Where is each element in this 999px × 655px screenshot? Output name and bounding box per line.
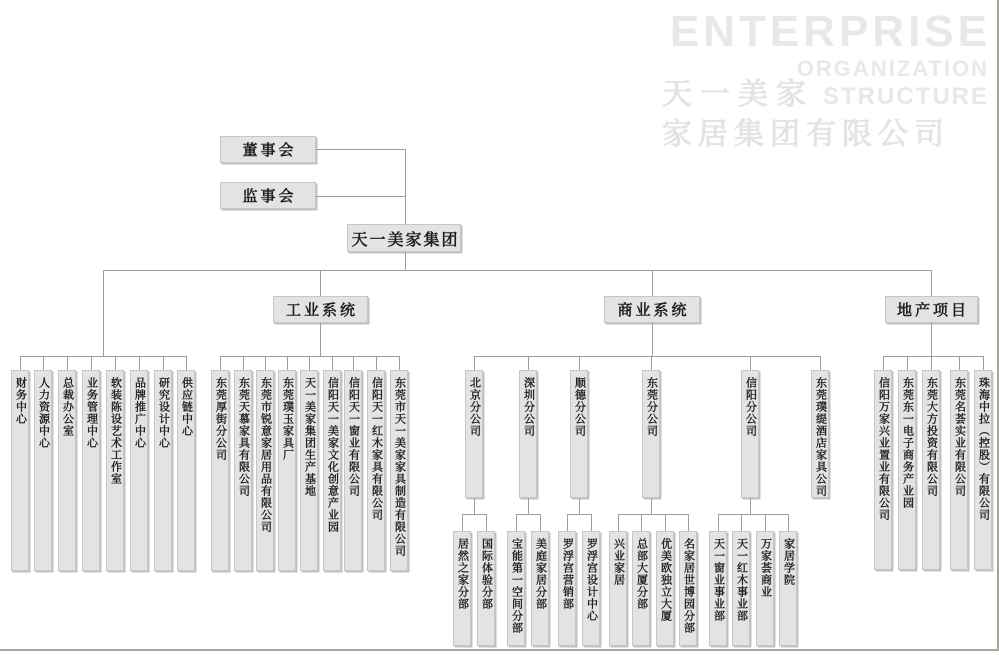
connector-line bbox=[139, 356, 140, 370]
connector-line bbox=[931, 323, 932, 356]
org-node bbox=[656, 531, 674, 646]
org-node bbox=[922, 370, 940, 570]
connector-line bbox=[316, 149, 406, 150]
org-node bbox=[130, 370, 148, 571]
connector-line bbox=[907, 356, 908, 370]
connector-line bbox=[516, 514, 541, 515]
org-node bbox=[811, 370, 829, 498]
org-node-label: 北京分公司 bbox=[468, 377, 481, 437]
connector-line bbox=[220, 356, 221, 370]
org-node bbox=[950, 370, 968, 570]
connector-line bbox=[931, 270, 932, 296]
org-node-label: 名家居世博园分部 bbox=[682, 538, 695, 634]
connector-line bbox=[316, 196, 406, 197]
org-node-label: 天一窗业事业部 bbox=[712, 538, 725, 622]
connector-line bbox=[353, 356, 354, 370]
org-node-label: 信阳天一美家文化创意产业园 bbox=[326, 377, 339, 533]
connector-line bbox=[399, 356, 400, 370]
connector-line bbox=[474, 356, 821, 357]
connector-line bbox=[579, 356, 580, 370]
connector-line bbox=[265, 356, 266, 370]
connector-line bbox=[688, 514, 689, 531]
connector-line bbox=[474, 498, 475, 514]
org-node bbox=[507, 531, 525, 646]
org-node bbox=[477, 531, 495, 646]
connector-line bbox=[983, 356, 984, 370]
org-node bbox=[898, 370, 916, 570]
node-commercial-system: 商业系统 bbox=[604, 296, 700, 323]
org-node bbox=[642, 370, 660, 498]
org-node-label: 东莞大方投资有限公司 bbox=[925, 377, 938, 497]
connector-line bbox=[788, 514, 789, 531]
connector-line bbox=[750, 356, 751, 370]
connector-line bbox=[243, 356, 244, 370]
connector-line bbox=[741, 514, 742, 531]
org-node bbox=[211, 370, 229, 571]
connector-line bbox=[820, 356, 821, 370]
org-node-label: 信阳万家兴业置业有限公司 bbox=[877, 377, 890, 521]
org-node bbox=[82, 370, 100, 571]
connector-line bbox=[332, 356, 333, 370]
org-node-label: 顺德分公司 bbox=[573, 377, 586, 437]
connector-line bbox=[405, 149, 406, 224]
org-node-label: 国际体验分部 bbox=[480, 538, 493, 610]
org-node-label: 东莞名荟实业有限公司 bbox=[953, 377, 966, 497]
connector-line bbox=[652, 270, 653, 296]
org-node bbox=[779, 531, 797, 646]
org-node-label: 深圳分公司 bbox=[522, 377, 535, 437]
connector-line bbox=[528, 356, 529, 370]
connector-line bbox=[665, 514, 666, 531]
org-node bbox=[741, 370, 759, 498]
org-node bbox=[390, 370, 408, 571]
connector-line bbox=[750, 498, 751, 514]
org-node-label: 天一美家集团生产基地 bbox=[303, 377, 316, 497]
connector-line bbox=[618, 514, 689, 515]
org-node-label: 财务中心 bbox=[14, 377, 27, 425]
org-node-label: 东莞东一电子商务产业园 bbox=[901, 377, 914, 509]
org-node-label: 东莞璞缇酒店家具公司 bbox=[814, 377, 827, 497]
org-node-label: 东莞市天一美家家具制造有限公司 bbox=[393, 377, 406, 557]
org-node bbox=[58, 370, 76, 571]
connector-line bbox=[540, 514, 541, 531]
org-node bbox=[558, 531, 576, 646]
org-node bbox=[582, 531, 600, 646]
org-node-label: 软装陈设艺术工作室 bbox=[109, 377, 122, 485]
org-node-label: 总裁办公室 bbox=[61, 377, 74, 437]
connector-line bbox=[567, 514, 568, 531]
connector-line bbox=[43, 356, 44, 370]
connector-line bbox=[287, 356, 288, 370]
org-node bbox=[323, 370, 341, 571]
connector-line bbox=[567, 514, 592, 515]
org-node bbox=[367, 370, 385, 571]
connector-line bbox=[474, 356, 475, 370]
connector-line bbox=[405, 252, 406, 270]
org-node-label: 罗浮宫设计中心 bbox=[585, 538, 598, 622]
node-board-of-directors: 董事会 bbox=[220, 136, 316, 163]
connector-line bbox=[486, 514, 487, 531]
org-node-label: 居然之家分部 bbox=[456, 538, 469, 610]
org-node bbox=[344, 370, 362, 571]
node-supervisory-board: 监事会 bbox=[220, 182, 316, 209]
connector-line bbox=[320, 270, 321, 296]
org-node-label: 业务管理中心 bbox=[85, 377, 98, 449]
org-node-label: 美庭家居分部 bbox=[534, 538, 547, 610]
node-industrial-system: 工业系统 bbox=[273, 296, 368, 323]
node-group-headquarters: 天一美家集团 bbox=[347, 224, 461, 252]
connector-line bbox=[765, 514, 766, 531]
org-node-label: 信阳天一红木家具有限公司 bbox=[370, 377, 383, 521]
watermark-organization: ORGANIZATION bbox=[796, 56, 989, 81]
frame-bottom-border bbox=[0, 649, 999, 651]
org-node bbox=[106, 370, 124, 571]
connector-line bbox=[883, 356, 984, 357]
connector-line bbox=[618, 514, 619, 531]
org-node-label: 品牌推广中心 bbox=[133, 377, 146, 449]
connector-line bbox=[651, 498, 652, 514]
org-node bbox=[756, 531, 774, 646]
org-node-label: 人力资源中心 bbox=[37, 377, 50, 449]
connector-line bbox=[883, 356, 884, 370]
connector-line bbox=[103, 270, 104, 356]
org-node bbox=[679, 531, 697, 646]
org-node-label: 研究设计中心 bbox=[157, 377, 170, 449]
connector-line bbox=[516, 514, 517, 531]
org-node bbox=[465, 370, 483, 498]
connector-line bbox=[591, 514, 592, 531]
org-node-label: 天一红木事业部 bbox=[735, 538, 748, 622]
org-node-label: 宝能第一空间分部 bbox=[510, 538, 523, 634]
org-node-label: 兴业家居 bbox=[612, 538, 625, 586]
org-node-label: 信阳分公司 bbox=[744, 377, 757, 437]
org-node-label: 优美欧独立大厦 bbox=[659, 538, 672, 622]
connector-line bbox=[652, 323, 653, 356]
org-node bbox=[531, 531, 549, 646]
connector-line bbox=[376, 356, 377, 370]
connector-line bbox=[103, 270, 932, 271]
connector-line bbox=[20, 356, 187, 357]
connector-line bbox=[91, 356, 92, 370]
org-node bbox=[632, 531, 650, 646]
connector-line bbox=[67, 356, 68, 370]
connector-line bbox=[718, 514, 719, 531]
org-node bbox=[874, 370, 892, 570]
org-node-label: 家居学院 bbox=[782, 538, 795, 586]
org-node-label: 万家荟商业 bbox=[759, 538, 772, 598]
connector-line bbox=[115, 356, 116, 370]
org-node-label: 东莞天慕家具有限公司 bbox=[237, 377, 250, 497]
org-node bbox=[732, 531, 750, 646]
connector-line bbox=[462, 514, 463, 531]
org-node-label: 罗浮宫营销部 bbox=[561, 538, 574, 610]
org-node-label: 东莞分公司 bbox=[645, 377, 658, 437]
connector-line bbox=[528, 498, 529, 514]
org-node-label: 东莞市锐意家居用品有限公司 bbox=[259, 377, 272, 533]
org-node-label: 供应链中心 bbox=[180, 377, 193, 437]
watermark-enterprise: ENTERPRISE bbox=[669, 7, 991, 56]
connector-line bbox=[20, 356, 21, 370]
org-node bbox=[974, 370, 992, 570]
connector-line bbox=[718, 514, 789, 515]
org-node bbox=[278, 370, 296, 571]
org-node-label: 珠海中拉（控股）有限公司 bbox=[977, 377, 990, 521]
org-node bbox=[256, 370, 274, 571]
org-node bbox=[709, 531, 727, 646]
connector-line bbox=[641, 514, 642, 531]
connector-line bbox=[309, 356, 310, 370]
org-node bbox=[177, 370, 195, 571]
org-node bbox=[300, 370, 318, 571]
node-real-estate-projects: 地产项目 bbox=[885, 296, 978, 323]
connector-line bbox=[186, 356, 187, 370]
org-node bbox=[234, 370, 252, 571]
connector-line bbox=[220, 356, 400, 357]
watermark-structure: STRUCTURE bbox=[823, 83, 989, 110]
watermark-company-zh: 家居集团有限公司 bbox=[662, 118, 950, 151]
connector-line bbox=[959, 356, 960, 370]
connector-line bbox=[579, 498, 580, 514]
connector-line bbox=[320, 323, 321, 356]
org-node bbox=[519, 370, 537, 498]
org-node-label: 东莞璞玉家具厂 bbox=[281, 377, 294, 461]
org-node bbox=[11, 370, 29, 571]
connector-line bbox=[462, 514, 487, 515]
org-node bbox=[609, 531, 627, 646]
org-node-label: 东莞厚街分公司 bbox=[214, 377, 227, 461]
org-node bbox=[453, 531, 471, 646]
watermark-row bbox=[662, 80, 989, 110]
org-node-label: 信阳天一窗业有限公司 bbox=[347, 377, 360, 497]
org-node bbox=[34, 370, 52, 571]
connector-line bbox=[163, 356, 164, 370]
connector-line bbox=[931, 356, 932, 370]
connector-line bbox=[651, 356, 652, 370]
watermark-brand-zh: 天一美家 bbox=[662, 78, 814, 111]
org-node bbox=[570, 370, 588, 498]
org-node-label: 总部大厦分部 bbox=[635, 538, 648, 610]
org-node bbox=[154, 370, 172, 571]
